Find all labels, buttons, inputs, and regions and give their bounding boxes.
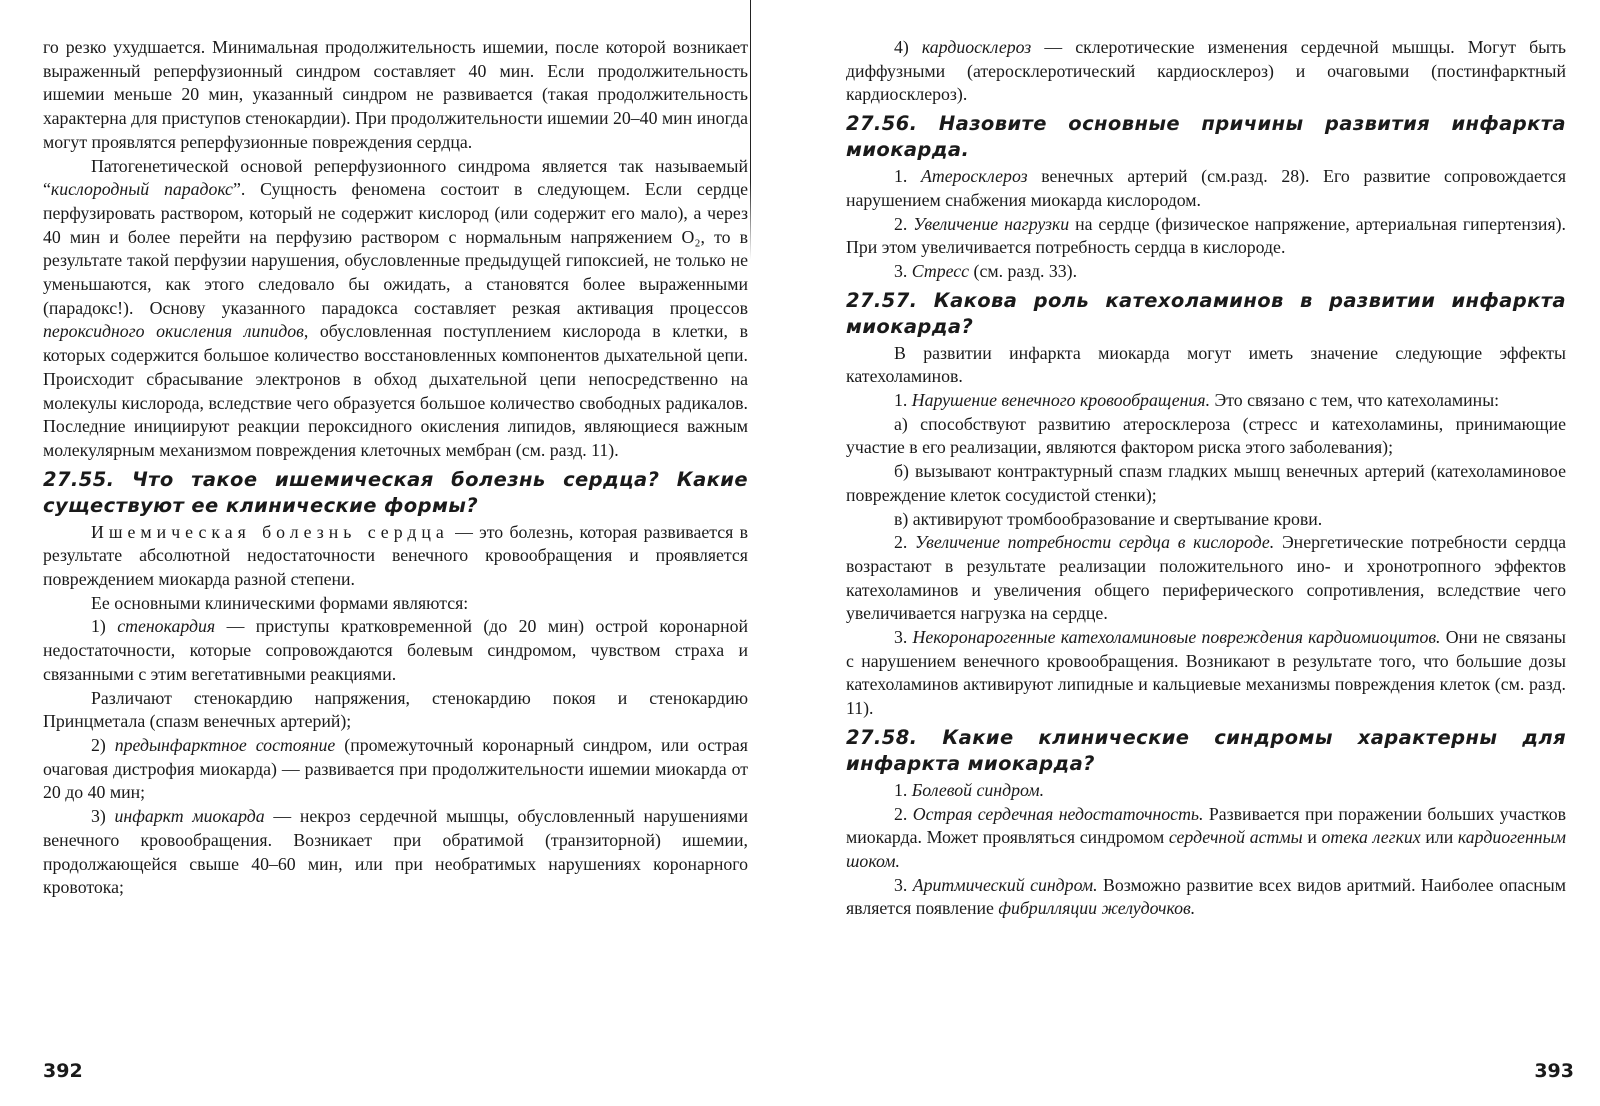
text-run: или <box>1420 827 1458 848</box>
page-number-right: 393 <box>1534 1060 1574 1082</box>
paragraph <box>846 213 1566 260</box>
text-block <box>846 165 1566 284</box>
paragraph <box>846 36 1566 107</box>
text-run: 3. <box>894 260 912 281</box>
paragraph <box>43 805 748 900</box>
text-run: а) способствуют развитию атеросклероза (стресс и катехоламины, принимающие участие в его реализации, являются фактором риска этого заболевания); <box>846 413 1566 458</box>
paragraph <box>43 615 748 686</box>
italic-term: Атеросклероз <box>921 166 1028 187</box>
italic-term: Острая сердечная недостаточность. <box>912 803 1204 824</box>
text-run: 1. <box>894 390 912 411</box>
italic-term: Увеличение нагрузки <box>913 213 1070 234</box>
italic-term: Болевой синдром. <box>911 779 1045 800</box>
italic-term: фибрилляции желудочков. <box>998 898 1196 919</box>
text-run: 1. <box>894 166 922 187</box>
section-heading-27-56: 27.56. Назовите основные причины развития инфаркта миокарда. <box>846 112 1566 162</box>
binding-line <box>750 0 751 260</box>
section-heading-27-57: 27.57. Какова роль катехоламинов в развитии инфаркта миокарда? <box>846 288 1566 338</box>
italic-term: Нарушение венечного кровообращения. <box>911 390 1211 411</box>
italic-term: кардиогенным шоком. <box>846 827 1566 871</box>
paragraph <box>43 734 748 805</box>
text-run: 4) <box>894 37 922 57</box>
text-block <box>846 779 1566 921</box>
paragraph <box>846 460 1566 507</box>
paragraph <box>43 36 748 155</box>
section-heading-27-58: 27.58. Какие клинические синдромы характерны для инфаркта миокарда? <box>846 725 1566 775</box>
text-run: Развивается при поражении больших участков миокарда. Может проявляться синдромом <box>846 803 1567 848</box>
text-run: 1) <box>91 616 118 637</box>
paragraph <box>846 508 1566 532</box>
right-text-column <box>846 36 1566 921</box>
text-run: ”. Сущность феномена состоит в следующем. Если сердце перфузировать раствором, который не содержит кислород (или содержит его мало), а через 40 мин и более перейти на перфузию раствором с нормальным напряжением O₂, то в результате такой перфузии нарушения, обусловленные предыдущей гипоксией, не только не уменьшаются, как этого следовало бы ожидать, а становятся более выраженными (парадокс!). Основу указанного парадокса составляет резкая активация процессов <box>43 179 748 318</box>
paragraph <box>846 626 1566 721</box>
paragraph <box>43 155 748 463</box>
paragraph <box>846 413 1566 460</box>
text-run: в) активируют тромбообразование и свертывание крови. <box>894 508 1323 529</box>
text-run: венечных артерий (см.разд. 28). Его развитие сопровождается нарушением снабжения миокарда кислородом. <box>846 166 1567 210</box>
paragraph <box>846 531 1566 626</box>
italic-term: сердечной астмы <box>1168 827 1303 848</box>
italic-term: Аритмический синдром. <box>912 874 1098 895</box>
text-run: на сердце (физическое напряжение, артериальная гипертензия). При этом увеличивается потребность сердца в кислороде. <box>846 213 1566 258</box>
text-run: б) вызывают контрактурный спазм гладких мышц венечных артерий (катехоламиновое повреждение клеток сосудистой стенки); <box>846 461 1566 505</box>
text-run: 2. <box>894 213 914 234</box>
text-run: 2) <box>91 734 115 755</box>
text-run: — склеротические изменения сердечной мышцы. Могут быть диффузными (атеросклеротический кардиосклероз) и очаговыми (постинфарктный кардиосклероз). <box>846 37 1566 105</box>
text-run: — приступы кратковременной (до 20 мин) острой коронарной недостаточности, которые сопровождаются болевым синдромом, чувством страха и связанными с этим вегетативными реакциями. <box>43 616 749 684</box>
binding-gutter <box>748 0 752 260</box>
section-heading-27-55: 27.55. Что такое ишемическая болезнь сердца? Какие существуют ее клинические формы? <box>43 467 748 517</box>
italic-term: кислородный парадокс <box>50 179 233 200</box>
italic-term: отека легких <box>1321 827 1421 848</box>
text-run: 3. <box>894 874 913 895</box>
paragraph <box>846 342 1566 389</box>
italic-term: кардиосклероз <box>921 37 1032 57</box>
text-run: 2. <box>894 803 913 824</box>
text-run: 1. <box>894 779 912 800</box>
italic-term: инфаркт миокарда <box>114 806 265 827</box>
text-run: Энергетические потребности сердца возрастают в результате реализации положительного ино- и хронотропного эффектов катехоламинов и увеличения общего периферического сопротивления, вследствие чего увеличивается нагрузка на сердце. <box>846 532 1566 624</box>
paragraph <box>846 779 1566 803</box>
text-run: 2. <box>894 532 916 553</box>
text-run: — некроз сердечной мышцы, обусловленный нарушениями венечного кровообращения. Возникает при обратимой (транзиторной) ишемии, продолжающейся свыше 40–60 мин, или при необратимых нарушениях коронарного кровотока; <box>43 806 748 898</box>
text-run: 3. <box>894 627 913 648</box>
paragraph <box>43 521 748 592</box>
text-run: Это связано с тем, что катехоламины: <box>1210 390 1500 411</box>
text-block <box>43 521 748 900</box>
text-run: и <box>1302 827 1322 848</box>
text-block <box>846 342 1566 721</box>
italic-term: Некоронарогенные катехоламиновые повреждения кардиомиоцитов. <box>912 627 1441 648</box>
left-text-column <box>43 36 748 900</box>
text-run: — это болезнь, которая развивается в результате абсолютной недостаточности венечного кровообращения и проявляется повреждением миокарда разной степени. <box>43 521 748 590</box>
text-run: Возможно развитие всех видов аритмий. Наиболее опасным является появление <box>846 874 1567 919</box>
text-run: 3) <box>91 806 115 827</box>
paragraph <box>43 687 748 734</box>
italic-term: Увеличение потребности сердца в кислороде. <box>915 532 1275 553</box>
italic-term: предынфарктное состояние <box>114 734 336 755</box>
text-run: Ее основными клиническими формами являются: <box>91 592 469 613</box>
text-run: Они не связаны с нарушением венечного кровообращения. Возникают в результате того, что большие дозы катехоламинов активируют липидные и кальциевые механизмы повреждения клеток (см. разд. 11). <box>846 627 1567 719</box>
text-run: (промежуточный коронарный синдром, или острая очаговая дистрофия миокарда) — развивается при продолжительности ишемии миокарда от 20 до 40 мин; <box>43 734 748 803</box>
text-run: Патогенетической основой реперфузионного синдрома является так называемый “ <box>43 155 748 200</box>
right-page <box>820 0 1600 1106</box>
text-block <box>846 36 1566 107</box>
paragraph <box>43 592 748 616</box>
text-run: го резко ухудшается. Минимальная продолжительность ишемии, после которой возникает выраженный реперфузионный синдром составляет 40 мин. Если продолжительность ишемии меньше 20 мин, указанный синдром не развивается (такая продолжительность характерна для приступов стенокардии). При продолжительности ишемии 20–40 мин иногда могут проявлятся реперфузионные повреждения сердца. <box>43 37 748 152</box>
paragraph <box>846 874 1566 921</box>
text-block <box>43 36 748 463</box>
text-run: В развитии инфаркта миокарда могут иметь значение следующие эффекты катехоламинов. <box>846 342 1566 387</box>
page-number-left: 392 <box>43 1060 83 1082</box>
text-run: Ишемическая болезнь сердца <box>91 521 449 542</box>
italic-term: пероксидного окисления липидов <box>43 321 304 342</box>
italic-term: стенокардия <box>117 616 216 637</box>
paragraph <box>846 389 1566 413</box>
text-run: Различают стенокардию напряжения, стенокардию покоя и стенокардию Принцметала (спазм венечных артерий); <box>43 687 748 732</box>
italic-term: Стресс <box>911 260 970 281</box>
paragraph <box>846 260 1566 284</box>
text-run: , обусловленная поступлением кислорода в клетки, в которых содержится большое количество восстановленных компонентов дыхательной цепи. Происходит сбрасывание электронов в обход дыхательной цепи непосредственно на молекулы кислорода, вследствие чего образуется большое количество свободных радикалов. Последние инициируют реакции пероксидного окисления липидов, являющиеся важным молекулярным механизмом повреждения клеточных мембран (см. разд. 11). <box>43 321 749 460</box>
paragraph <box>846 165 1566 212</box>
paragraph <box>846 803 1566 874</box>
text-run: (см. разд. 33). <box>969 260 1078 281</box>
